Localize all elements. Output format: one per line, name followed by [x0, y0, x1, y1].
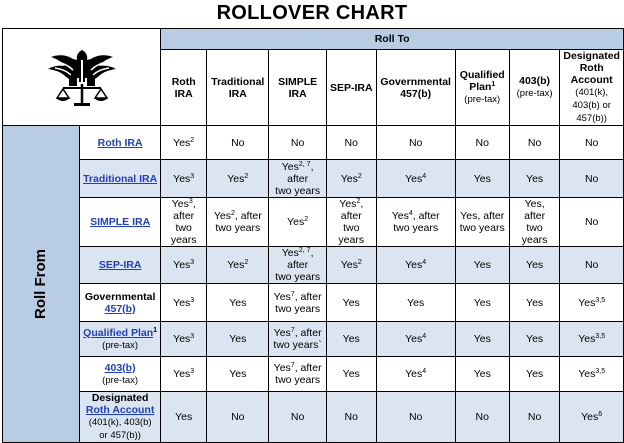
footnote-marker: 3,5 — [595, 296, 606, 304]
cell-qualifier: , after two years — [275, 247, 321, 283]
table-cell — [161, 126, 207, 160]
table-cell — [161, 392, 207, 443]
row-header — [80, 322, 161, 357]
column-header-label: Plan — [469, 81, 492, 93]
row-header-link[interactable]: 403(b) — [104, 361, 136, 374]
cell-value: Yes — [281, 247, 299, 259]
column-header-label: IRA — [228, 87, 247, 100]
cell-value: Yes — [342, 368, 360, 380]
cell-value: Yes — [578, 368, 596, 380]
cell-value: No — [584, 172, 599, 185]
table-cell — [560, 322, 624, 357]
footnote-marker: 2, 7 — [298, 160, 311, 168]
table-cell — [455, 198, 509, 247]
column-header-label: SEP-IRA — [329, 81, 373, 94]
table-cell — [560, 198, 624, 247]
table-cell — [326, 392, 376, 443]
cell-value: Yes — [175, 411, 193, 423]
footnote-marker: 3,5 — [595, 368, 606, 375]
footnote-marker: 4 — [422, 333, 427, 340]
cell-qualifier: , after two years — [170, 198, 197, 246]
row-header-link[interactable]: SIMPLE IRA — [90, 216, 151, 228]
cell-value: Yes — [391, 210, 409, 222]
roll-from-header — [3, 126, 80, 443]
column-header-note: (401(k), 403(b) or 457(b)) — [572, 87, 611, 124]
table-cell — [376, 357, 455, 392]
cell-qualifier: , after two years` — [273, 327, 322, 351]
column-header — [326, 50, 376, 126]
table-cell — [455, 392, 509, 443]
table-cell — [455, 357, 509, 392]
table-cell — [161, 247, 207, 284]
cell-value: No — [290, 411, 305, 423]
table-cell — [376, 322, 455, 357]
cell-value: Yes — [473, 368, 491, 380]
column-header-label: Governmental — [380, 75, 451, 88]
cell-value: Yes — [473, 172, 491, 185]
table-cell — [455, 322, 509, 357]
cell-value: Yes — [405, 368, 423, 380]
cell-value: Yes — [281, 160, 299, 173]
footnote-marker: 7 — [290, 362, 295, 369]
table-cell — [455, 126, 509, 160]
cell-value: Yes — [227, 172, 245, 185]
column-header-note: (pre-tax) — [464, 94, 501, 105]
row-header-link[interactable]: Traditional IRA — [83, 172, 158, 185]
cell-value: No — [231, 136, 245, 149]
table-row — [3, 126, 624, 160]
footnote-marker: 3,5 — [595, 333, 606, 340]
cell-value: Yes — [173, 333, 191, 345]
cell-value: Yes — [229, 296, 247, 309]
table-cell — [207, 284, 269, 322]
cell-value: No — [344, 411, 358, 423]
row-header-link[interactable]: SEP-IRA — [98, 259, 142, 271]
table-cell — [455, 160, 509, 198]
column-header — [207, 50, 269, 126]
cell-value: Yes — [473, 296, 491, 309]
table-cell — [455, 284, 509, 322]
row-header — [80, 160, 161, 198]
cell-value: No — [408, 411, 423, 423]
row-header-label: Designated — [91, 392, 149, 404]
table-cell — [269, 198, 326, 247]
row-header-link[interactable]: Roth IRA — [97, 136, 143, 149]
table-cell — [560, 160, 624, 198]
table-cell — [207, 198, 269, 247]
table-cell — [376, 126, 455, 160]
logo-cell — [3, 29, 161, 126]
cell-value: Yes — [173, 172, 191, 185]
cell-value: Yes — [173, 296, 191, 309]
row-header — [80, 392, 161, 443]
row-header — [80, 198, 161, 247]
footnote-marker: 4 — [422, 172, 427, 180]
row-header-note: (401(k), 403(b) or 457(b)) — [88, 417, 152, 441]
cell-value: No — [527, 411, 542, 423]
table-cell — [509, 322, 559, 357]
table-cell — [560, 247, 624, 284]
cell-value: Yes, after two years — [459, 210, 505, 234]
rollover-table — [2, 28, 624, 443]
column-header-label: 403(b) — [519, 75, 551, 87]
footnote-marker: 1 — [491, 81, 496, 88]
row-header-link[interactable]: Qualified Plan — [83, 326, 154, 339]
table-cell — [269, 160, 326, 198]
table-cell — [509, 392, 559, 443]
cell-value: No — [584, 259, 599, 271]
cell-value: Yes, after two years — [521, 198, 548, 246]
cell-value: Yes — [526, 368, 544, 380]
cell-value: Yes — [273, 290, 291, 303]
row-header-note: (pre-tax) — [102, 339, 139, 351]
cell-qualifier: , after two years — [215, 210, 262, 234]
cell-value: Yes — [473, 259, 491, 271]
cell-qualifier: , after two years — [275, 362, 322, 386]
footnote-marker: 2 — [190, 136, 195, 144]
cell-value: No — [231, 411, 245, 423]
table-cell — [161, 357, 207, 392]
column-header-label: 457(b) — [400, 87, 432, 100]
footnote-marker: 2 — [244, 172, 249, 180]
table-cell — [207, 247, 269, 284]
row-header — [80, 357, 161, 392]
footnote-marker: 4 — [408, 210, 413, 217]
table-cell — [161, 198, 207, 247]
cell-value: Yes — [213, 210, 231, 222]
cell-value: Yes — [273, 362, 291, 374]
table-cell — [509, 126, 559, 160]
cell-value: No — [290, 136, 305, 149]
irs-eagle-logo-icon — [43, 46, 121, 108]
table-cell — [560, 284, 624, 322]
table-cell — [509, 198, 559, 247]
table-cell — [376, 247, 455, 284]
table-cell — [326, 160, 376, 198]
chart-title: ROLLOVER CHART — [216, 2, 408, 24]
row-header — [80, 247, 161, 284]
footnote-marker: 3 — [190, 333, 195, 340]
table-cell — [207, 160, 269, 198]
table-cell — [455, 247, 509, 284]
column-header-label: Qualified — [459, 69, 505, 81]
cell-value: Yes — [526, 296, 544, 309]
table-cell — [560, 126, 624, 160]
table-cell — [207, 322, 269, 357]
cell-qualifier: , after two years — [338, 198, 365, 246]
table-cell — [269, 392, 326, 443]
table-cell — [509, 160, 559, 198]
table-row — [3, 357, 624, 392]
footnote-marker: 2 — [304, 216, 309, 223]
column-header-label: Roth IRA — [171, 75, 196, 100]
cell-value: Yes — [526, 333, 544, 345]
table-cell — [509, 284, 559, 322]
column-header — [161, 50, 207, 126]
cell-value: No — [475, 136, 489, 149]
footnote-marker: 3 — [190, 296, 195, 304]
cell-value: Yes — [273, 327, 291, 339]
table-cell — [509, 357, 559, 392]
table-cell — [207, 357, 269, 392]
column-header — [376, 50, 455, 126]
cell-value: Yes — [473, 333, 491, 345]
cell-value: Yes — [578, 333, 596, 345]
table-cell — [269, 126, 326, 160]
roll-from-label: Roll From — [32, 248, 49, 319]
column-header-label: SIMPLE IRA — [278, 75, 318, 100]
footnote-marker: 2 — [357, 172, 362, 180]
table-cell — [326, 284, 376, 322]
cell-value: Yes — [405, 259, 423, 271]
cell-value: Yes — [173, 368, 191, 380]
table-cell — [560, 392, 624, 443]
table-cell — [326, 126, 376, 160]
cell-value: No — [527, 136, 542, 149]
footnote-marker: 7 — [290, 327, 295, 334]
footnote-marker: 2 — [356, 198, 361, 205]
cell-value: Yes — [229, 333, 247, 345]
footnote-marker: 6 — [598, 411, 603, 418]
table-cell — [376, 198, 455, 247]
table-cell — [376, 392, 455, 443]
footnote-marker: 2 — [357, 259, 362, 266]
cell-value: Yes — [526, 172, 544, 185]
cell-value: Yes — [342, 296, 360, 309]
footnote-marker: 2 — [230, 210, 235, 217]
roll-to-header: Roll To — [161, 29, 624, 50]
table-cell — [161, 284, 207, 322]
cell-value: No — [344, 136, 358, 149]
column-header — [269, 50, 326, 126]
cell-value: Yes — [340, 259, 358, 271]
column-header — [509, 50, 559, 126]
column-header-label: Traditional — [211, 75, 265, 88]
row-header — [80, 284, 161, 322]
table-row — [3, 392, 624, 443]
row-header-link[interactable]: Roth Account — [85, 404, 155, 416]
row-header-note: (pre-tax) — [102, 374, 139, 386]
cell-value: Yes — [581, 411, 599, 423]
table-row — [3, 160, 624, 198]
table-cell — [376, 284, 455, 322]
cell-value: Yes — [407, 296, 425, 309]
cell-value: Yes — [342, 333, 360, 345]
cell-value: Yes — [340, 172, 358, 185]
table-cell — [161, 322, 207, 357]
table-row — [3, 198, 624, 247]
cell-value: Yes — [171, 198, 189, 210]
table-cell — [269, 357, 326, 392]
footnote-marker: 2, 7 — [298, 247, 311, 254]
table-cell — [207, 126, 269, 160]
footnote-marker: 1 — [153, 326, 158, 334]
cell-value: No — [408, 136, 423, 149]
column-header-label: Designated — [563, 50, 620, 62]
table-cell — [326, 247, 376, 284]
table-cell — [560, 357, 624, 392]
cell-value: Yes — [405, 172, 423, 185]
cell-value: Yes — [526, 259, 544, 271]
table-cell — [326, 357, 376, 392]
cell-value: No — [475, 411, 489, 423]
table-cell — [269, 284, 326, 322]
table-cell — [161, 160, 207, 198]
cell-value: Yes — [578, 296, 596, 309]
column-header-note: (pre-tax) — [516, 88, 553, 99]
cell-value: Yes — [173, 136, 191, 149]
table-cell — [509, 247, 559, 284]
cell-value: No — [584, 216, 599, 228]
row-header — [80, 126, 161, 160]
table-cell — [269, 247, 326, 284]
footnote-marker: 2 — [244, 259, 249, 266]
footnote-marker: 3 — [190, 368, 195, 375]
table-cell — [376, 160, 455, 198]
cell-qualifier: , after two years — [393, 210, 440, 234]
row-header-label: Governmental — [84, 290, 156, 303]
cell-value: Yes — [173, 259, 191, 271]
footnote-marker: 7 — [290, 290, 295, 298]
footnote-marker: 3 — [190, 172, 195, 180]
table-cell — [207, 392, 269, 443]
column-header-label: Roth Account — [570, 62, 613, 86]
footnote-marker: 4 — [422, 259, 427, 266]
table-row — [3, 247, 624, 284]
cell-qualifier: , after two years — [275, 290, 322, 315]
cell-value: Yes — [229, 368, 247, 380]
table-row — [3, 284, 624, 322]
cell-value: Yes — [287, 216, 305, 228]
cell-value: Yes — [227, 259, 245, 271]
cell-value: No — [584, 136, 599, 149]
cell-value: Yes — [405, 333, 423, 345]
table-cell — [326, 198, 376, 247]
footnote-marker: 3 — [188, 198, 193, 205]
table-cell — [326, 322, 376, 357]
table-cell — [269, 322, 326, 357]
cell-value: Yes — [339, 198, 357, 210]
footnote-marker: 4 — [422, 368, 427, 375]
row-header-link[interactable]: 457(b) — [104, 302, 136, 315]
footnote-marker: 3 — [190, 259, 195, 266]
column-header — [560, 50, 624, 126]
column-header — [455, 50, 509, 126]
table-row — [3, 322, 624, 357]
cell-qualifier: , after two years — [275, 160, 321, 197]
